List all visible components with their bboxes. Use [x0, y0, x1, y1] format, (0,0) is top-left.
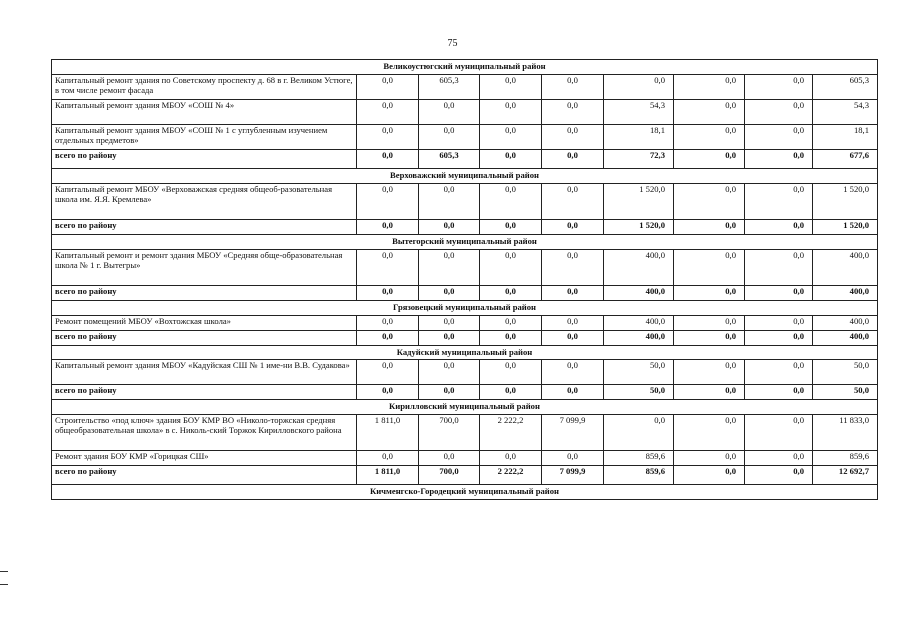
value-cell: 0,0: [357, 249, 419, 285]
total-label: всего по району: [52, 285, 357, 300]
value-cell: 7 099,9: [542, 466, 604, 485]
value-cell: 1 520,0: [813, 219, 878, 234]
value-cell: 0,0: [674, 415, 745, 451]
item-name: Капитальный ремонт здания МБОУ «СОШ № 1 с углубленным изучением отдельных предметов»: [52, 124, 357, 149]
value-cell: 0,0: [674, 149, 745, 168]
value-cell: 0,0: [674, 219, 745, 234]
district-name: Великоустюгский муниципальный район: [52, 60, 878, 75]
district-section-row: [52, 60, 878, 75]
item-name: Капитальный ремонт МБОУ «Верховажская средняя общеоб-разовательная школа им. Я.Я. Кремлева»: [52, 183, 357, 219]
value-cell: 0,0: [480, 360, 542, 385]
district-name: Верховажский муниципальный район: [52, 168, 878, 183]
value-cell: 605,3: [419, 149, 480, 168]
district-section-row: [52, 485, 878, 500]
value-cell: 50,0: [813, 385, 878, 400]
value-cell: 0,0: [419, 360, 480, 385]
value-cell: 400,0: [604, 249, 674, 285]
value-cell: 0,0: [419, 451, 480, 466]
value-cell: 0,0: [357, 385, 419, 400]
value-cell: 400,0: [604, 330, 674, 345]
table-row: [52, 451, 878, 466]
district-total-row: [52, 330, 878, 345]
value-cell: 0,0: [674, 183, 745, 219]
item-name: Капитальный ремонт здания по Советскому проспекту д. 68 в г. Великом Устюге, в том числе ремонт фасада: [52, 74, 357, 99]
value-cell: 54,3: [604, 99, 674, 124]
value-cell: 0,0: [419, 124, 480, 149]
table-row: [52, 360, 878, 385]
value-cell: 0,0: [542, 285, 604, 300]
value-cell: 859,6: [604, 466, 674, 485]
item-name: Капитальный ремонт и ремонт здания МБОУ «Средняя обще-образовательная школа № 1 г. Вытегры»: [52, 249, 357, 285]
table-row: [52, 415, 878, 451]
value-cell: 0,0: [480, 385, 542, 400]
value-cell: 1 520,0: [604, 219, 674, 234]
item-name: Капитальный ремонт здания МБОУ «Кадуйская СШ № 1 име-ни В.В. Судакова»: [52, 360, 357, 385]
value-cell: 0,0: [674, 74, 745, 99]
value-cell: 0,0: [480, 124, 542, 149]
district-name: Вытегорский муниципальный район: [52, 234, 878, 249]
value-cell: 400,0: [813, 330, 878, 345]
total-label: всего по району: [52, 385, 357, 400]
value-cell: 0,0: [419, 99, 480, 124]
value-cell: 400,0: [813, 315, 878, 330]
table-row: [52, 124, 878, 149]
table-row: [52, 183, 878, 219]
value-cell: 700,0: [419, 415, 480, 451]
district-name: Кирилловский муниципальный район: [52, 400, 878, 415]
value-cell: 677,6: [813, 149, 878, 168]
value-cell: 50,0: [813, 360, 878, 385]
district-section-row: [52, 400, 878, 415]
value-cell: 0,0: [357, 183, 419, 219]
item-name: Строительство «под ключ» здания БОУ КМР ВО «Николо-торжская средняя общеобразовательная школа» в с. Николь-ский Торжок Кирилловского района: [52, 415, 357, 451]
value-cell: 0,0: [357, 315, 419, 330]
table-row: [52, 99, 878, 124]
value-cell: 0,0: [745, 451, 813, 466]
value-cell: 0,0: [419, 219, 480, 234]
value-cell: 0,0: [357, 360, 419, 385]
table-body: [52, 60, 878, 500]
margin-mark: [0, 571, 8, 572]
district-section-row: [52, 168, 878, 183]
value-cell: 0,0: [480, 315, 542, 330]
value-cell: 0,0: [357, 99, 419, 124]
value-cell: 0,0: [480, 99, 542, 124]
item-name: Капитальный ремонт здания МБОУ «СОШ № 4»: [52, 99, 357, 124]
district-name: Грязовецкий муниципальный район: [52, 300, 878, 315]
value-cell: 0,0: [674, 99, 745, 124]
budget-table: [51, 59, 878, 500]
table-row: [52, 315, 878, 330]
value-cell: 0,0: [674, 360, 745, 385]
value-cell: 859,6: [813, 451, 878, 466]
value-cell: 0,0: [604, 415, 674, 451]
value-cell: 0,0: [480, 183, 542, 219]
value-cell: 400,0: [813, 285, 878, 300]
value-cell: 0,0: [542, 74, 604, 99]
value-cell: 0,0: [357, 149, 419, 168]
value-cell: 0,0: [674, 249, 745, 285]
district-total-row: [52, 385, 878, 400]
value-cell: 0,0: [542, 385, 604, 400]
value-cell: 18,1: [604, 124, 674, 149]
value-cell: 0,0: [745, 330, 813, 345]
district-name: Кичменгско-Городецкий муниципальный район: [52, 485, 878, 500]
value-cell: 0,0: [480, 330, 542, 345]
value-cell: 0,0: [674, 285, 745, 300]
value-cell: 0,0: [542, 183, 604, 219]
value-cell: 0,0: [745, 360, 813, 385]
value-cell: 2 222,2: [480, 466, 542, 485]
value-cell: 0,0: [419, 249, 480, 285]
value-cell: 0,0: [674, 330, 745, 345]
value-cell: 0,0: [480, 74, 542, 99]
value-cell: 0,0: [419, 285, 480, 300]
district-section-row: [52, 300, 878, 315]
value-cell: 0,0: [674, 451, 745, 466]
value-cell: 0,0: [480, 219, 542, 234]
value-cell: 0,0: [674, 315, 745, 330]
value-cell: 0,0: [745, 285, 813, 300]
value-cell: 0,0: [604, 74, 674, 99]
value-cell: 0,0: [745, 415, 813, 451]
district-section-row: [52, 345, 878, 360]
value-cell: 0,0: [745, 385, 813, 400]
value-cell: 0,0: [745, 249, 813, 285]
district-total-row: [52, 285, 878, 300]
value-cell: 0,0: [542, 124, 604, 149]
district-total-row: [52, 149, 878, 168]
total-label: всего по району: [52, 466, 357, 485]
total-label: всего по району: [52, 330, 357, 345]
value-cell: 0,0: [357, 124, 419, 149]
value-cell: 400,0: [604, 315, 674, 330]
page-number: 75: [447, 38, 458, 49]
district-total-row: [52, 219, 878, 234]
value-cell: 0,0: [745, 183, 813, 219]
value-cell: 0,0: [419, 385, 480, 400]
value-cell: 0,0: [480, 249, 542, 285]
value-cell: 0,0: [357, 330, 419, 345]
margin-mark: [0, 584, 8, 585]
value-cell: 605,3: [419, 74, 480, 99]
item-name: Ремонт помещений МБОУ «Вохтожская школа»: [52, 315, 357, 330]
value-cell: 0,0: [674, 124, 745, 149]
value-cell: 0,0: [419, 330, 480, 345]
value-cell: 54,3: [813, 99, 878, 124]
value-cell: 0,0: [745, 466, 813, 485]
value-cell: 0,0: [542, 99, 604, 124]
value-cell: 0,0: [745, 99, 813, 124]
value-cell: 12 692,7: [813, 466, 878, 485]
value-cell: 859,6: [604, 451, 674, 466]
total-label: всего по району: [52, 149, 357, 168]
value-cell: 605,3: [813, 74, 878, 99]
value-cell: 0,0: [480, 285, 542, 300]
value-cell: 0,0: [745, 149, 813, 168]
value-cell: 0,0: [542, 451, 604, 466]
value-cell: 7 099,9: [542, 415, 604, 451]
table-row: [52, 74, 878, 99]
value-cell: 0,0: [357, 219, 419, 234]
value-cell: 18,1: [813, 124, 878, 149]
district-total-row: [52, 466, 878, 485]
value-cell: 0,0: [542, 149, 604, 168]
value-cell: 0,0: [745, 219, 813, 234]
value-cell: 0,0: [542, 315, 604, 330]
district-section-row: [52, 234, 878, 249]
value-cell: 50,0: [604, 385, 674, 400]
value-cell: 0,0: [480, 451, 542, 466]
table-row: [52, 249, 878, 285]
value-cell: 1 811,0: [357, 415, 419, 451]
value-cell: 0,0: [542, 249, 604, 285]
value-cell: 50,0: [604, 360, 674, 385]
value-cell: 0,0: [542, 360, 604, 385]
value-cell: 0,0: [542, 219, 604, 234]
value-cell: 0,0: [419, 315, 480, 330]
value-cell: 400,0: [604, 285, 674, 300]
value-cell: 11 833,0: [813, 415, 878, 451]
value-cell: 1 520,0: [604, 183, 674, 219]
budget-table-container: [51, 59, 877, 500]
value-cell: 0,0: [674, 466, 745, 485]
total-label: всего по району: [52, 219, 357, 234]
value-cell: 1 520,0: [813, 183, 878, 219]
value-cell: 0,0: [745, 74, 813, 99]
district-name: Кадуйский муниципальный район: [52, 345, 878, 360]
value-cell: 0,0: [542, 330, 604, 345]
value-cell: 0,0: [357, 451, 419, 466]
value-cell: 72,3: [604, 149, 674, 168]
value-cell: 700,0: [419, 466, 480, 485]
item-name: Ремонт здания БОУ КМР «Горицкая СШ»: [52, 451, 357, 466]
value-cell: 0,0: [357, 74, 419, 99]
value-cell: 400,0: [813, 249, 878, 285]
value-cell: 0,0: [480, 149, 542, 168]
value-cell: 1 811,0: [357, 466, 419, 485]
value-cell: 0,0: [745, 315, 813, 330]
value-cell: 0,0: [357, 285, 419, 300]
value-cell: 0,0: [419, 183, 480, 219]
value-cell: 2 222,2: [480, 415, 542, 451]
value-cell: 0,0: [745, 124, 813, 149]
value-cell: 0,0: [674, 385, 745, 400]
